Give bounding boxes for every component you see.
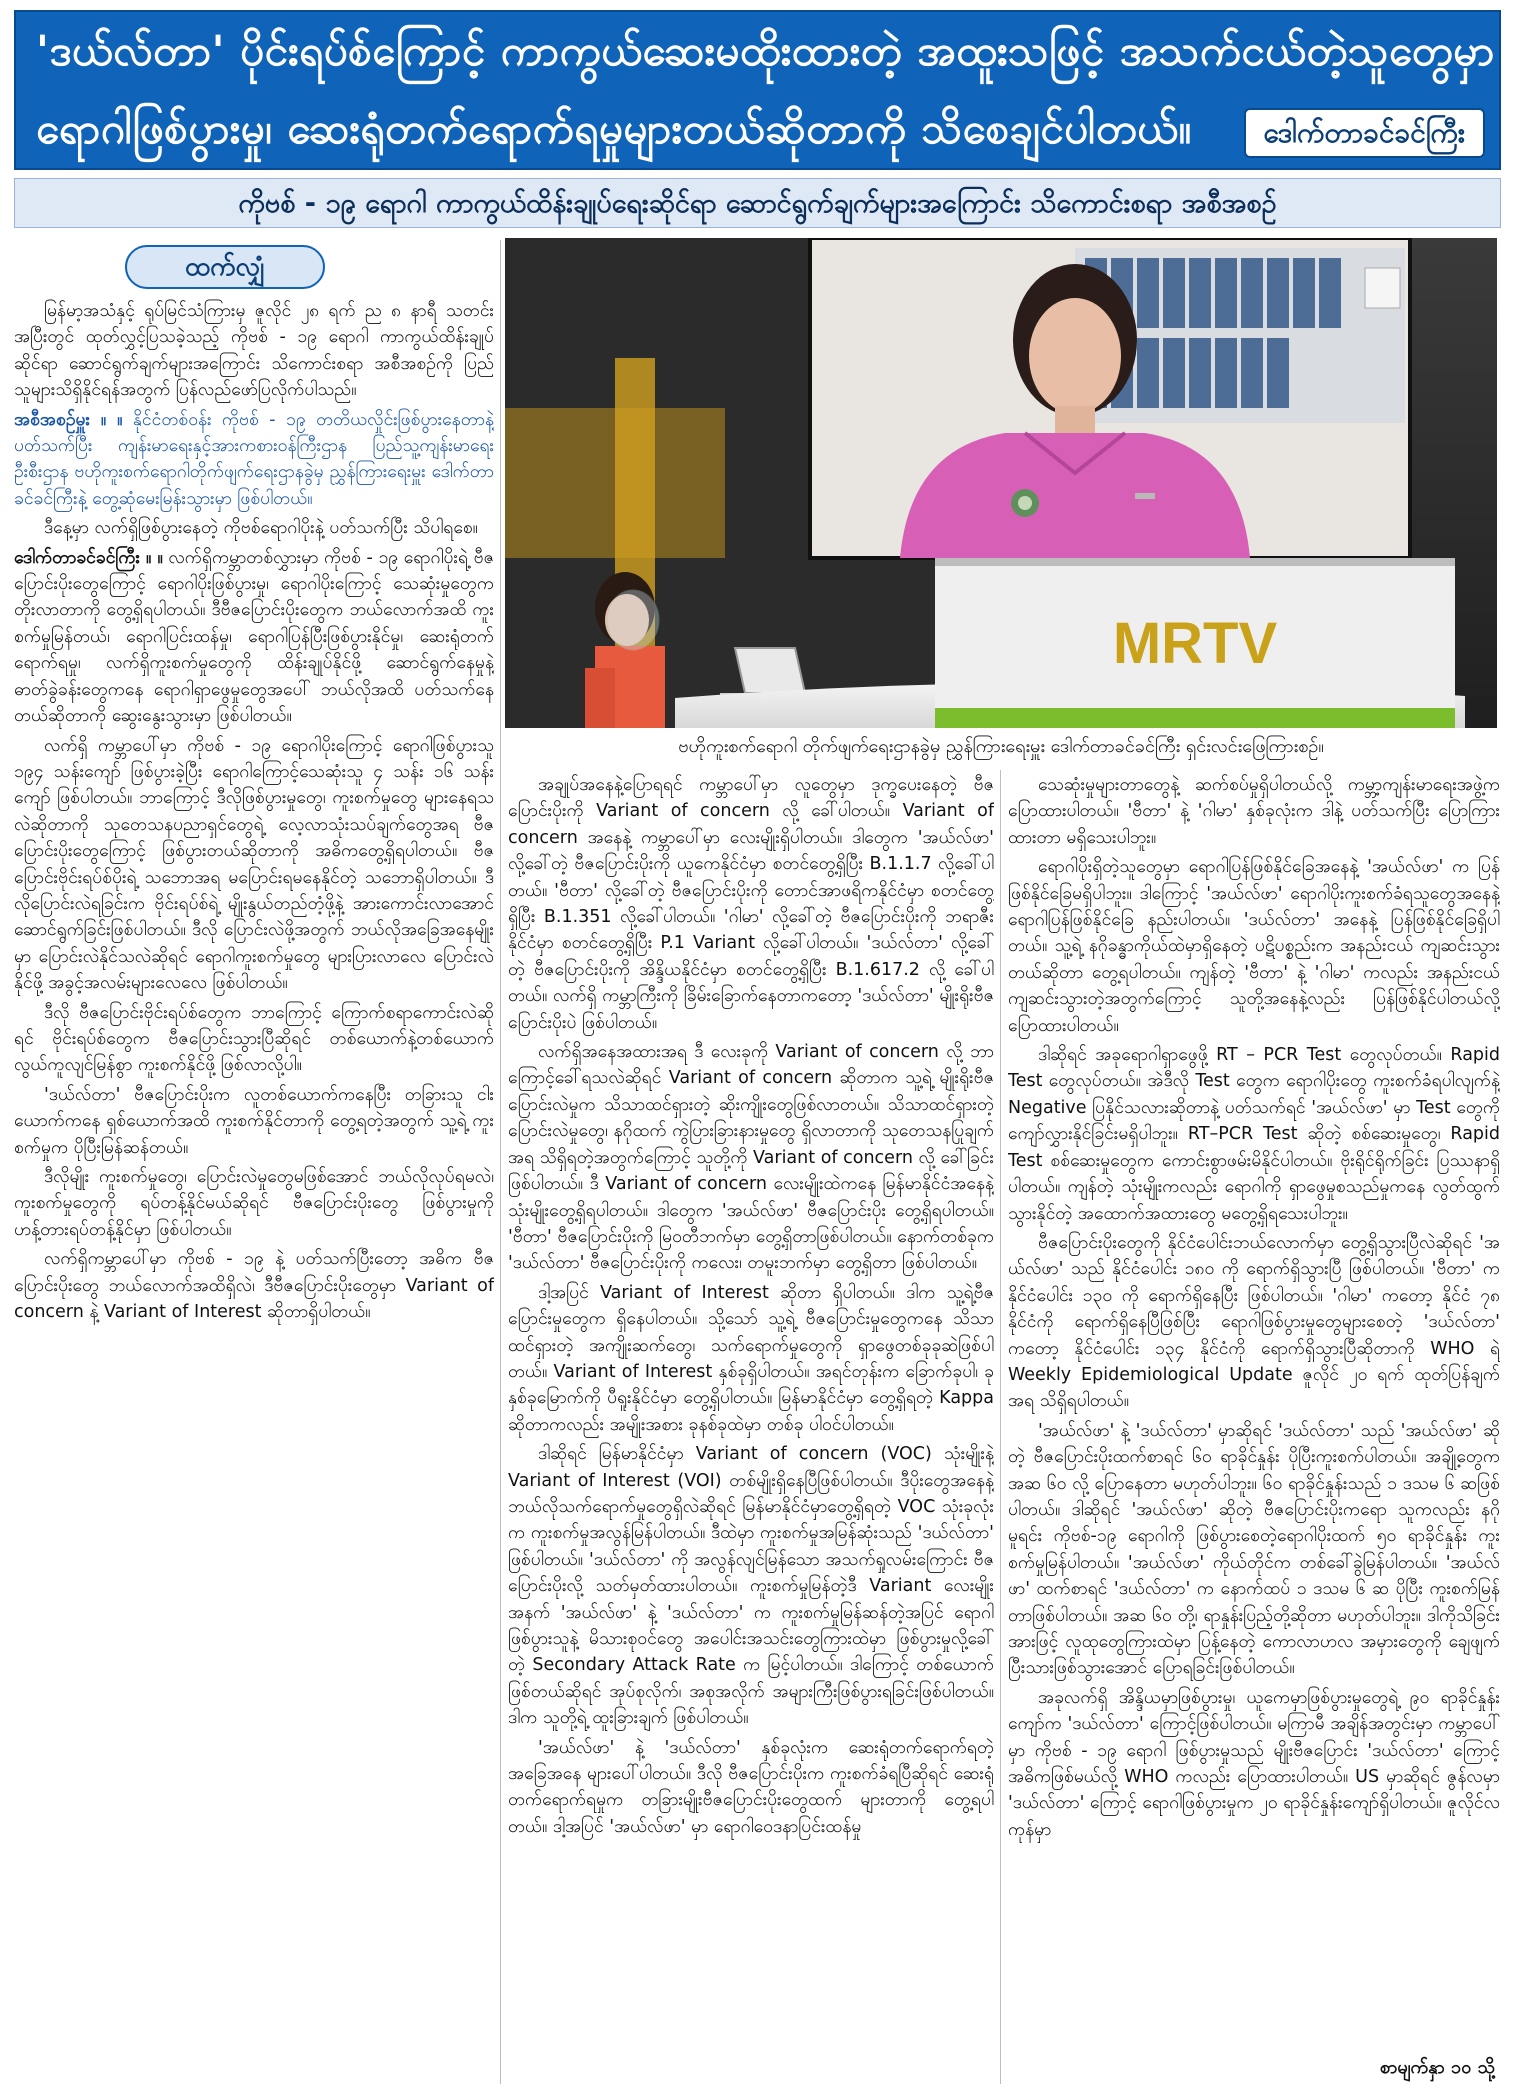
body-paragraph: သေဆုံးမှုများတာတွေနဲ့ ဆက်စပ်မှုရှိပါတယ်လို့ ကမ္ဘာ့ကျန်းမာရေးအဖွဲ့က ပြောထားပါတယ်။ 'ဗီတာ' နဲ့ 'ဂါမာ' နှစ်ခုလုံးက ဒါနဲ့ ပတ်သက်ပြီး ပြောကြားထားတာ မရှိသေးပါဘူး။: [1008, 775, 1500, 848]
article-column-3: [1008, 772, 1500, 2062]
tv-studio-illustration: [505, 238, 1497, 728]
mrtv-logo: MRTV: [1112, 611, 1278, 676]
series-bar: [14, 178, 1501, 228]
intro-paragraph: မြန်မာ့အသံနှင့် ရုပ်မြင်သံကြားမှ ဇူလိုင် ၂၈ ရက် ည ၈ နာရီ သတင်းအပြီးတွင် ထုတ်လွှင့်ပြသခဲ့သည့် ကိုဗစ် - ၁၉ ရောဂါ ကာကွယ်ထိန်းချုပ်ဆိုင်ရာ ဆောင်ရွက်ချက်များအကြောင်း သိကောင်းစရာ အစီအစဉ်ကို ပြည်သူများသိရှိနိုင်ရန်အတွက် ပြန်လည်ဖော်ပြလိုက်ပါသည်။: [14, 301, 494, 401]
body-paragraph: ရောဂါပိုးရှိတဲ့သူတွေမှာ ရောဂါပြန်ဖြစ်နိုင်ခြေအနေနဲ့ 'အယ်လ်ဖာ' က ပြန်ဖြစ်နိုင်ခြေမရှိပါဘူး။ ဒါကြောင့် 'အယ်လ်ဖာ' ရောဂါပိုးကူးစက်ခံရသူတွေအနေနဲ့ ရောဂါပြန်ဖြစ်နိုင်ခြေ နည်းပါတယ်။ 'ဒယ်လ်တာ' အနေနဲ့ ပြန်ဖြစ်နိုင်ခြေရှိပါတယ်။ သူ့ရဲ့ နဂိုခန္ဓာကိုယ်ထဲမှာရှိနေတဲ့ ပဋိပစ္စည်းက အနည်းငယ် ကျဆင်းသွားတယ်ဆိုတာ တွေ့ရပါတယ်။ ကျန်တဲ့ 'ဗီတာ' နဲ့ 'ဂါမာ' ကလည်း အနည်းငယ် ကျဆင်းသွားတဲ့အတွက်ကြောင့် သူတို့အနေနဲ့လည်း ပြန်ဖြစ်နိုင်ပါတယ်လို့ ပြောထားပါတယ်။: [1008, 857, 1500, 1036]
body-paragraph: လက်ရှိအနေအထားအရ ဒီ လေးခုကို Variant of concern လို့ ဘာကြောင့်ခေါ်ရသလဲဆိုရင် Variant of concern ဆိုတာက သူ့ရဲ့ မျိုးရိုးဗီဇပြောင်းလဲမှုက သိသာထင်ရှားတဲ့ ဆိုးကျိုးတွေဖြစ်လာတယ်။ သိသာထင်ရှားတဲ့ ပြောင်းလဲမှုတွေ၊ နဂိုထက် ကွဲပြားခြားနားမှုတွေ ရှိလာတာကို သုတေသနပြုချက်အရ သိရှိရတဲ့အတွက်ကြောင့် သူတို့ကို Variant of concern လို့ ခေါ်ခြင်းဖြစ်ပါတယ်။ ဒီ Variant of concern လေးမျိုးထဲကနေ မြန်မာနိုင်ငံအနေနဲ့ သုံးမျိုးတွေ့ရှိရပါတယ်။ ဒါတွေက 'အယ်လ်ဖာ' ဗီဇပြောင်းပိုး တွေ့ရှိရပါတယ်။ 'ဗီတာ' ဗီဇပြောင်းပိုးကို မြဝတီဘက်မှာ တွေ့ရှိတာဖြစ်ပါတယ်။ နောက်တစ်ခုက 'ဒယ်လ်တာ' ဗီဇပြောင်းပိုးကို ကလေး၊ တမူးဘက်မှာ တွေ့ရှိတာ ဖြစ်ပါတယ်။: [508, 1042, 994, 1274]
speaker-answer: [14, 545, 494, 730]
host-label: အစီအစဉ်မှူး ။ ။: [14, 409, 123, 430]
body-paragraph: ဒီနေ့မှာ လက်ရှိဖြစ်ပွားနေတဲ့ ကိုဗစ်ရောဂါပိုးနဲ့ ပတ်သက်ပြီး သိပါရစေ။: [44, 518, 478, 539]
continued-label: ထက်လျှံ: [125, 245, 325, 289]
byline: ဒေါက်တာခင်ခင်ကြီး: [1244, 108, 1486, 158]
column-divider: [1000, 770, 1001, 2084]
headline-line-1: 'ဒယ်လ်တာ' ပိုင်းရပ်စ်ကြောင့် ကာကွယ်ဆေးမထိုးထားတဲ့ အထူးသဖြင့် အသက်ငယ်တဲ့သူတွေမှာ: [36, 26, 1495, 75]
body-paragraph: လက်ရှိ ကမ္ဘာပေါ်မှာ ကိုဗစ် - ၁၉ ရောဂါပိုးကြောင့် ရောဂါဖြစ်ပွားသူ ၁၉၄ သန်းကျော် ဖြစ်ပွားခဲ့ပြီး ရောဂါကြောင့်သေဆုံးသူ ၄ သန်း ၁၆ သန်းကျော် ဖြစ်ပါတယ်။ ဘာကြောင့် ဒီလိုဖြစ်ပွားမှုတွေ၊ ကူးစက်မှုတွေ များနေရသလဲဆိုတာကို သုတေသနပညာရှင်တွေရဲ့ လေ့လာသုံးသပ်ချက်တွေအရ ဗီဇပြောင်းပိုးတွေကြောင့် ဖြစ်ပွားတယ်ဆိုတာကို အဓိကတွေ့ရှိရပါတယ်။ ဗီဇပြောင်းဗိုင်းရပ်စ်ပိုးရဲ့ သဘောအရ မပြောင်းရမနေနိုင်တဲ့ သဘောရှိပါတယ်။ ဒီလိုပြောင်းလဲရခြင်းက ဗိုင်းရပ်စ်ရဲ့ မျိုးနွယ်တည်တံ့ဖို့နဲ့ အားကောင်းလာအောင် ဆောင်ရွက်ခြင်းဖြစ်ပါတယ်။ ဒီလို ပြောင်းလဲဖို့အတွက် ဘယ်လိုအခြေအနေမျိုးမှာ ပြောင်းလဲနိုင်သလဲဆိုရင် ရောဂါကူးစက်မှုတွေ များပြားလာလေ ပြောင်းလဲနိုင်ဖို့ အခွင့်အလမ်းများလေလေ ဖြစ်ပါတယ်။: [14, 735, 494, 994]
article-column-1: [14, 298, 494, 2084]
body-paragraph: ဒီလိုမျိုး ကူးစက်မှုတွေ၊ ပြောင်းလဲမှုတွေမဖြစ်အောင် ဘယ်လိုလုပ်ရမလဲ၊ ကူးစက်မှုတွေကို ရပ်တန့်နိုင်မယ်ဆိုရင် ဗီဇပြောင်းပိုးတွေ ဖြစ်ပွားမှုကို ဟန့်တားရပ်တန့်နိုင်မှာ ဖြစ်ပါတယ်။: [14, 1167, 494, 1240]
speaker-label: ဒေါက်တာခင်ခင်ကြီး ။ ။: [14, 547, 163, 568]
tv-studio-photo: [505, 238, 1497, 728]
column-divider: [500, 240, 501, 2084]
body-paragraph: ဒါဆိုရင် မြန်မာနိုင်ငံမှာ Variant of concern (VOC) သုံးမျိုးနဲ့ Variant of Interest (VOI) တစ်မျိုးရှိနေပြီဖြစ်ပါတယ်။ ဒီပိုးတွေအနေနဲ့ ဘယ်လိုသက်ရောက်မှုတွေရှိလဲဆိုရင် မြန်မာနိုင်ငံမှာတွေ့ရှိရတဲ့ VOC သုံးခုလုံးက ကူးစက်မှုအလွန်မြန်ပါတယ်။ ဒီထဲမှာ ကူးစက်မှုအမြန်ဆုံးသည် 'ဒယ်လ်တာ' ဖြစ်ပါတယ်။ 'ဒယ်လ်တာ' ကို အလွန်လျင်မြန်သော အသက်ရှုလမ်းကြောင်း ဗီဇပြောင်းပိုးလို့ သတ်မှတ်ထားပါတယ်။ ကူးစက်မှုမြန်တဲ့ဒီ Variant လေးမျိုးအနက် 'အယ်လ်ဖာ' နဲ့ 'ဒယ်လ်တာ' က ကူးစက်မှုမြန်ဆန်တဲ့အပြင် ရောဂါဖြစ်ပွားသူနဲ့ မိသားစုဝင်တွေ အပေါင်းအသင်းတွေကြားထဲမှာ ဖြစ်ပွားမှုလို့ခေါ်တဲ့ Secondary Attack Rate က မြင့်ပါတယ်။ ဒါကြောင့် တစ်ယောက်ဖြစ်တယ်ဆိုရင် အုပ်စုလိုက်၊ အစုအလိုက် အများကြီးဖြစ်ပွားရခြင်းဖြစ်ပါတယ်။ ဒါက သူတို့ရဲ့ ထူးခြားချက် ဖြစ်ပါတယ်။: [508, 1444, 994, 1729]
body-paragraph: လက်ရှိကမ္ဘာပေါ်မှာ ကိုဗစ် - ၁၉ နဲ့ ပတ်သက်ပြီးတော့ အဓိက ဗီဇပြောင်းပိုးတွေ ဘယ်လောက်အထိရှိလဲ၊ ဒီဗီဇပြောင်းပိုးတွေမှာ Variant of concern နဲ့ Variant of Interest ဆိုတာရှိပါတယ်။: [14, 1249, 494, 1323]
body-paragraph: အခုလက်ရှိ အိန္ဒိယမှာဖြစ်ပွားမှု၊ ယူကေမှာဖြစ်ပွားမှုတွေရဲ့ ၉၀ ရာခိုင်နှုန်းကျော်က 'ဒယ်လ်တာ' ကြောင့်ဖြစ်ပါတယ်။ မကြာမီ အချိန်အတွင်းမှာ ကမ္ဘာပေါ်မှာ ကိုဗစ် - ၁၉ ရောဂါ ဖြစ်ပွားမှုသည် မျိုးဗီဇပြောင်း 'ဒယ်လ်တာ' ကြောင့် အဓိကဖြစ်မယ်လို့ WHO ကလည်း ပြောထားပါတယ်။ US မှာဆိုရင် ဇွန်လမှာ 'ဒယ်လ်တာ' ကြောင့် ရောဂါဖြစ်ပွားမှုက ၂၀ ရာခိုင်နှုန်းကျော်ရှိပါတယ်။ ဇူလိုင်လကုန်မှာ: [1008, 1687, 1500, 1840]
body-paragraph: ဒါ့အပြင် Variant of Interest ဆိုတာ ရှိပါတယ်။ ဒါက သူ့ရဲ့ဗီဇပြောင်းမှုတွေက ရှိနေပါတယ်။ သို့သော် သူ့ရဲ့ ဗီဇပြောင်းမှုတွေကနေ သိသာထင်ရှားတဲ့ အကျိုးဆက်တွေ၊ သက်ရောက်မှုတွေကို ရှာဖွေတစ်ခုခုဆဲဖြစ်ပါတယ်။ Variant of Interest နှစ်ခုရှိပါတယ်။ အရင်တုန်းက ခြောက်ခုပါ၊ ခုနှစ်ခုမြောက်ကို ပီရူးနိုင်ငံမှာ တွေ့ရှိပါတယ်။ မြန်မာနိုင်ငံမှာ တွေ့ရှိရတဲ့ Kappa ဆိုတာကလည်း အမျိုးအစား ခုနစ်ခုထဲမှာ တစ်ခု ပါဝင်ပါတယ်။: [508, 1282, 994, 1435]
body-paragraph: ဒီလို ဗီဇပြောင်းဗိုင်းရပ်စ်တွေက ဘာကြောင့် ကြောက်စရာကောင်းလဲဆိုရင် ဗိုင်းရပ်စ်တွေက ဗီဇပြောင်းသွားပြီဆိုရင် တစ်ယောက်နဲ့တစ်ယောက် လွယ်ကူလျင်မြန်စွာ ကူးစက်နိုင်ဖို့ ဖြစ်လာလို့ပါ။: [14, 1002, 494, 1076]
body-paragraph: 'အယ်လ်ဖာ' နဲ့ 'ဒယ်လ်တာ' နှစ်ခုလုံးက ဆေးရုံတက်ရောက်ရတဲ့ အခြေအနေ များပေါ်ပါတယ်။ ဒီလို ဗီဇပြောင်းပိုးက ကူးစက်ခံရပြီဆိုရင် ဆေးရုံတက်ရောက်ရမှုက တခြားမျိုးဗီဇပြောင်းပိုးတွေထက် များတာကို တွေ့ရပါတယ်။ ဒါ့အပြင် 'အယ်လ်ဖာ' မှာ ရောဂါဝေဒနာပြင်းထန်မှု: [508, 1737, 994, 1837]
body-paragraph: ဒါဆိုရင် အခုရောဂါရှာဖွေဖို့ RT – PCR Test တွေလုပ်တယ်။ Rapid Test တွေလုပ်တယ်။ အဲဒီလို Test တွေက ရောဂါပိုးတွေ ကူးစက်ခံရပါလျက်နဲ့ Negative ပြနိုင်သလားဆိုတာနဲ့ ပတ်သက်ရင် 'အယ်လ်ဖာ' မှာ Test တွေကို ကျော်လွှားနိုင်ခြင်းမရှိပါဘူး။ RT–PCR Test ဆိုတဲ့ စစ်ဆေးမှုတွေ၊ Rapid Test စစ်ဆေးမှုတွေက ကောင်းစွာဖမ်းမိနိုင်ပါတယ်။ ဗိုးရိုင်ရိုက်ခြင်း ပြဿနာရှိပါတယ်။ ကျန်တဲ့ သုံးမျိုးကလည်း ရောဂါကို ရှာဖွေမှုစသည်မှုကနေ လွတ်ထွက်သွားနိုင်တဲ့ အထောက်အထားတွေ မတွေ့ရှိရသေးပါဘူး။: [1008, 1045, 1500, 1224]
article-column-2: [508, 772, 994, 2084]
speaker-answer-text: လက်ရှိကမ္ဘာတစ်လွှားမှာ ကိုဗစ် - ၁၉ ရောဂါပိုးရဲ့ ဗီဇပြောင်းပိုးတွေကြောင့် ရောဂါပိုးဖြစ်ပွားမှု၊ ရောဂါပိုးကြောင့် သေဆုံးမှုတွေက တိုးလာတာကို တွေ့ရှိရပါတယ်။ ဒီဗီဇပြောင်းပိုးတွေက ဘယ်လောက်အထိ ကူးစက်မှုမြန်တယ်၊ ရောဂါပြင်းထန်မှု၊ ရောဂါပြန်ပြီးဖြစ်ပွားနိုင်မှု၊ ဆေးရုံတက်ရောက်ရမှု၊ လက်ရှိကူးစက်မှုတွေကို ထိန်းချုပ်နိုင်ဖို့ ဆောင်ရွက်နေမှုနဲ့ ဓာတ်ခွဲခန်းတွေကနေ ရောဂါရှာဖွေမှုတွေအပေါ် ဘယ်လိုအထိ ပတ်သက်နေတယ်ဆိုတာကို ဆွေးနွေးသွားမှာ ဖြစ်ပါတယ်။: [14, 547, 494, 727]
host-question: [14, 407, 494, 513]
body-paragraph: 'ဒယ်လ်တာ' ဗီဇပြောင်းပိုးက လူတစ်ယောက်ကနေပြီး တခြားသူ ငါးယောက်ကနေ ရှစ်ယောက်အထိ ကူးစက်နိုင်တာကို တွေ့ရတဲ့အတွက် သူ့ရဲ့ ကူးစက်မှုက ပိုပြီးမြန်ဆန်တယ်။: [14, 1084, 494, 1158]
series-title: ကိုဗစ် - ၁၉ ရောဂါ ကာကွယ်ထိန်းချုပ်ရေးဆိုင်ရာ ဆောင်ရွက်ချက်များအကြောင်း သိကောင်းစရာ အစီအစဉ်: [238, 188, 1277, 219]
body-paragraph: ဗီဇပြောင်းပိုးတွေကို နိုင်ငံပေါင်းဘယ်လောက်မှာ တွေ့ရှိသွားပြီလဲဆိုရင် 'အယ်လ်ဖာ' သည် နိုင်ငံပေါင်း ၁၈၀ ကို ရောက်ရှိသွားပြီ ဖြစ်ပါတယ်။ 'ဗီတာ' က နိုင်ငံပေါင်း ၁၃၀ ကို ရောက်ရှိနေပြီး ဖြစ်ပါတယ်။ 'ဂါမာ' ကတော့ နိုင်ငံ ၇၈ နိုင်ငံကို ရောက်ရှိနေပြီဖြစ်ပြီး ရောဂါဖြစ်ပွားမှုတွေများစေတဲ့ 'ဒယ်လ်တာ' ကတော့ နိုင်ငံပေါင်း ၁၃၄ နိုင်ငံကို ရောက်ရှိသွားပြီဆိုတာကို WHO ရဲ့ Weekly Epidemiological Update ဇူလိုင် ၂၀ ရက် ထုတ်ပြန်ချက်အရ သိရှိရပါတယ်။: [1008, 1232, 1500, 1412]
body-paragraph: 'အယ်လ်ဖာ' နဲ့ 'ဒယ်လ်တာ' မှာဆိုရင် 'ဒယ်လ်တာ' သည် 'အယ်လ်ဖာ' ဆိုတဲ့ ဗီဇပြောင်းပိုးထက်စာရင် ၆၀ ရာခိုင်နှုန်း ပိုပြီးကူးစက်ပါတယ်။ အချို့တွေက အဆ ၆၀ လို့ ပြောနေတာ မဟုတ်ပါဘူး။ ၆၀ ရာခိုင်နှုန်းသည် ၁ ဒသမ ၆ ဆဖြစ်ပါတယ်။ ဒါဆိုရင် 'အယ်လ်ဖာ' ဆိုတဲ့ ဗီဇပြောင်းပိုးကရော သူကလည်း နဂိုမူရင်း ကိုဗစ်-၁၉ ရောဂါကို ဖြစ်ပွားစေတဲ့ရောဂါပိုးထက် ၅၀ ရာခိုင်နှုန်း ကူးစက်မှုမြန်ပါတယ်။ 'အယ်လ်ဖာ' ကိုယ်တိုင်က တစ်ခေါ်ခွဲမြန်ပါတယ်။ 'အယ်လ်ဖာ' ထက်စာရင် 'ဒယ်လ်တာ' က နောက်ထပ် ၁ ဒသမ ၆ ဆ ပိုပြီး ကူးစက်မြန်တာဖြစ်ပါတယ်။ အဆ ၆၀ တို့၊ ရာနှုန်းပြည့်တို့ဆိုတာ မဟုတ်ပါဘူး။ ဒါကိုသိခြင်းအားဖြင့် လူထုတွေကြားထဲမှာ ပြန့်နေတဲ့ ကောလာဟလ အမှားတွေကို ချေဖျက်ပြီးသားဖြစ်သွားအောင် ပြောရခြင်းဖြစ်ပါတယ်။: [1008, 1420, 1500, 1679]
continued-page-reference: စာမျက်နှာ ၁၀ သို့: [1379, 2057, 1495, 2078]
host-question-text: နိုင်ငံတစ်ဝန်း ကိုဗစ် - ၁၉ တတိယလှိုင်းဖြစ်ပွားနေတာနဲ့ ပတ်သက်ပြီး ကျန်းမာရေးနှင့်အားကစားဝန်ကြီးဌာန ပြည်သူ့ကျန်းမာရေးဦးစီးဌာန ဗဟိုကူးစက်ရောဂါတိုက်ဖျက်ရေးဌာနခွဲမှ ညွှန်ကြားရေးမှူး ဒေါက်တာခင်ခင်ကြီးနဲ့ တွေ့ဆုံမေးမြန်းသွားမှာ ဖြစ်ပါတယ်။: [14, 409, 494, 509]
headline-banner: [14, 10, 1501, 170]
headline-line-2: ရောဂါဖြစ်ပွားမှု၊ ဆေးရုံတက်ရောက်ရမှုများတယ်ဆိုတာကို သိစေချင်ပါတယ်။: [36, 104, 1192, 153]
photo-caption: ဗဟိုကူးစက်ရောဂါ တိုက်ဖျက်ရေးဌာနခွဲမှ ညွှန်ကြားရေးမှူး ဒေါက်တာခင်ခင်ကြီး ရှင်းလင်းဖြေကြားစဉ်။: [678, 736, 1324, 757]
body-paragraph: အချုပ်အနေနဲ့ပြောရရင် ကမ္ဘာပေါ်မှာ လူတွေမှာ ဒုက္ခပေးနေတဲ့ ဗီဇပြောင်းပိုးကို Variant of concern လို့ ခေါ်ပါတယ်။ Variant of concern အနေနဲ့ ကမ္ဘာပေါ်မှာ လေးမျိုးရှိပါတယ်။ ဒါတွေက 'အယ်လ်ဖာ' လို့ခေါ်တဲ့ ဗီဇပြောင်းပိုးကို ယူကေနိုင်ငံမှာ စတင်တွေ့ရှိပြီး B.1.1.7 လို့ခေါ်ပါတယ်။ 'ဗီတာ' လို့ခေါ်တဲ့ ဗီဇပြောင်းပိုးကို တောင်အာဖရိကနိုင်ငံမှာ စတင်တွေ့ရှိပြီး B.1.351 လို့ခေါ်ပါတယ်။ 'ဂါမာ' လို့ခေါ်တဲ့ ဗီဇပြောင်းပိုးကို ဘရာဇီးနိုင်ငံမှာ စတင်တွေ့ရှိပြီး P.1 Variant လို့ခေါ်ပါတယ်။ 'ဒယ်လ်တာ' လို့ခေါ်တဲ့ ဗီဇပြောင်းပိုးကို အိန္ဒိယနိုင်ငံမှာ စတင်တွေ့ရှိပြီး B.1.617.2 လို့ ခေါ်ပါတယ်။ လက်ရှိ ကမ္ဘာကြီးကို ခြိမ်းခြောက်နေတာကတော့ 'ဒယ်လ်တာ' မျိုးရိုးဗီဇပြောင်းပိုးပဲ ဖြစ်ပါတယ်။: [508, 775, 994, 1033]
